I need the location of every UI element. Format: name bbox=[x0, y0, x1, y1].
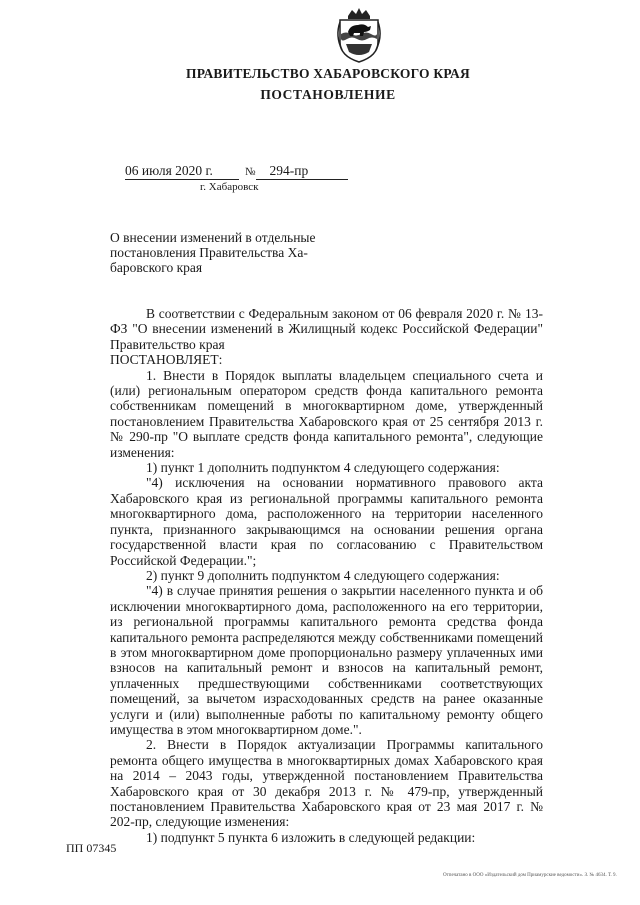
subject-line: баровского края bbox=[110, 260, 203, 275]
body-paragraph: 1) подпункт 5 пункта 6 изложить в следующей редакции: bbox=[146, 829, 476, 845]
body-paragraph: 1) пункт 1 дополнить подпунктом 4 следующего содержания: bbox=[146, 460, 500, 476]
body-paragraph: В соответствии с Федеральным законом от 06 февраля 2020 г. № 13-ФЗ "О внесении изменений в Жилищный кодекс Российской Федерации" Правительство края bbox=[110, 306, 543, 352]
government-name: ПРАВИТЕЛЬСТВО ХАБАРОВСКОГО КРАЯ bbox=[186, 66, 470, 81]
document-subject bbox=[110, 230, 342, 275]
body-paragraph: 1. Внести в Порядок выплаты владельцем специального счета и (или) региональным оператором средств фонда капитального ремонта собственникам помещений в многоквартирном доме, утвержденный постановлением Правительства Хабаровского края от 25 сентября 2013 г. № 290-пр "О выплате средств фонда капитального ремонта", следующие изменения: bbox=[110, 367, 543, 460]
document-type: ПОСТАНОВЛЕНИЕ bbox=[260, 87, 396, 102]
subject-line: постановления Правительства Ха- bbox=[110, 245, 308, 260]
subject-line: О внесении изменений в отдельные bbox=[110, 230, 316, 245]
document-number: 294-пр bbox=[256, 163, 348, 180]
document-code: ПП 07345 bbox=[66, 841, 117, 855]
body-paragraph: "4) в случае принятия решения о закрытии населенного пункта и об исключении многоквартирного дома, расположенного на его территории, из региональной программы капитального ремонта средства фонда капитального ремонта распределяются между собственниками помещений в этом многоквартирном доме пропорционально размеру уплаченных ими взносов на капитальный ремонт и взносов на капитальный ремонт, уплаченных предшествующими собственниками соответствующих помещений, за вычетом израсходованных средств на ранее оказанные услуги и (или) выполненные работы по капитальному ремонту общего имущества в этом многоквартирном доме.". bbox=[110, 583, 543, 737]
document-city: г. Хабаровск bbox=[200, 181, 259, 193]
number-label: № bbox=[245, 166, 256, 178]
body-paragraph: 2) пункт 9 дополнить подпунктом 4 следующего содержания: bbox=[146, 567, 500, 583]
body-paragraph: 2. Внести в Порядок актуализации Программы капитального ремонта общего имущества в многоквартирных домах Хабаровского края на 2014 – 2043 годы, утвержденной постановлением Правительства Хабаровского края от 30 декабря 2013 г. № 479-пр, утвержденный постановлением Правительства Хабаровского края от 23 мая 2017 г. № 202-пр, следующие изменения: bbox=[110, 737, 543, 830]
khabarovsk-coat-of-arms-icon bbox=[334, 6, 384, 64]
date-number-row bbox=[125, 163, 348, 180]
body-paragraph: "4) исключения на основании нормативного правового акта Хабаровского края из региональной программы капитального ремонта многоквартирного дома, расположенного на территории населенного пункта, признанного закрывающимся на основании решения органа государственной власти края по согласованию с Правительством Российской Федерации."; bbox=[110, 475, 543, 568]
document-body bbox=[110, 306, 543, 845]
resolution-heading: ПОСТАНОВЛЯЕТ: bbox=[110, 352, 223, 368]
printer-note: Отпечатано в ООО «Издательский дом Приамурские ведомости». З. № 4634. Т. 9. bbox=[443, 873, 617, 878]
document-date: 06 июля 2020 г. bbox=[125, 163, 239, 180]
